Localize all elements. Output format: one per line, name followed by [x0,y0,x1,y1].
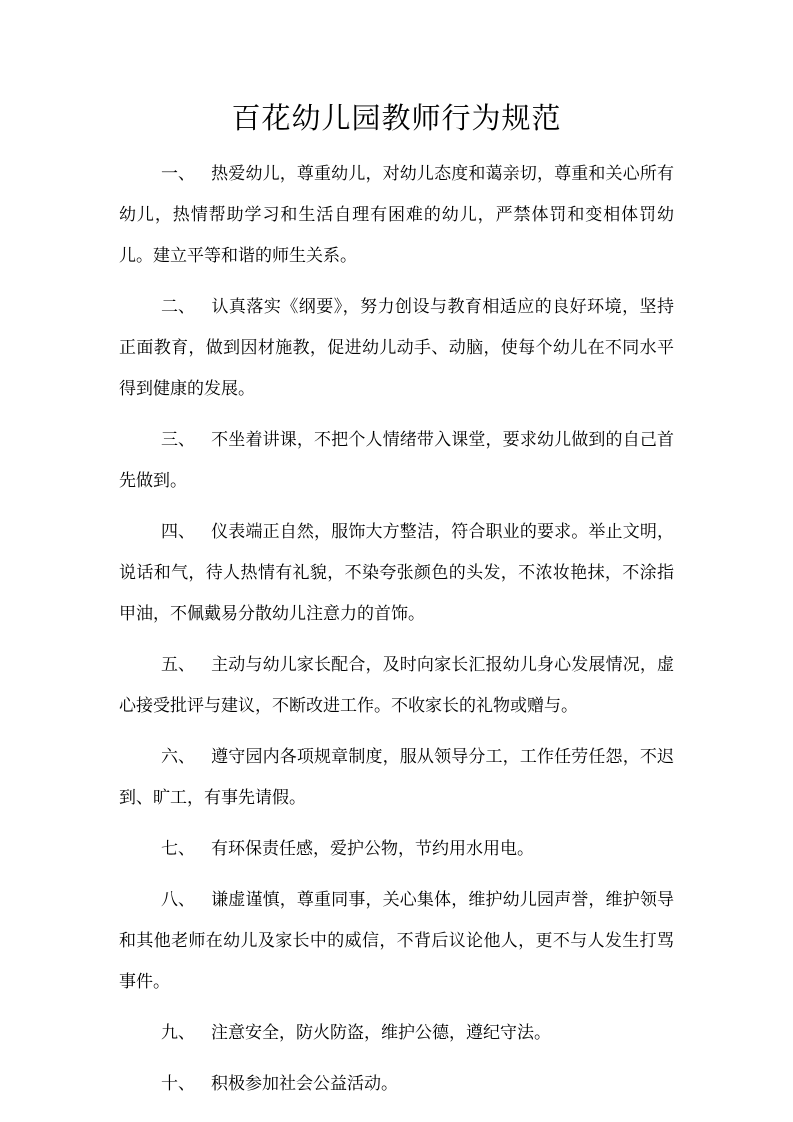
rule-text: 热爱幼儿，尊重幼儿，对幼儿态度和蔼亲切，尊重和关心所有幼儿，热情帮助学习和生活自理有困难的幼儿，严禁体罚和变相体罚幼儿。建立平等和谐的师生关系。 [119,164,674,266]
rule-item [119,1064,674,1105]
rule-number: 六、 [161,747,195,767]
rule-item [119,829,674,870]
rules-list [119,154,674,1105]
rule-text: 认真落实《纲要》，努力创设与教育相适应的良好环境，坚持正面教育，做到因材施教，促进幼儿动手、动脑，使每个幼儿在不同水平得到健康的发展。 [119,297,674,399]
rule-item [119,420,674,502]
rule-item [119,737,674,819]
rule-number: 八、 [161,890,195,910]
rule-text: 注意安全，防火防盗，维护公德，遵纪守法。 [211,1023,551,1043]
rule-text: 仪表端正自然，服饰大方整洁，符合职业的要求。举止文明，说话和气，待人热情有礼貌，不染夸张颜色的头发，不浓妆艳抹，不涂指甲油，不佩戴易分散幼儿注意力的首饰。 [119,522,674,624]
rule-item [119,880,674,1003]
rule-item [119,1013,674,1054]
rule-number: 二、 [161,297,195,317]
rule-text: 有环保责任感，爱护公物，节约用水用电。 [211,839,534,859]
rule-text: 积极参加社会公益活动。 [211,1074,398,1094]
rule-text: 不坐着讲课，不把个人情绪带入课堂，要求幼儿做到的自己首先做到。 [119,430,674,491]
document-title: 百花幼儿园教师行为规范 [231,101,562,135]
rule-number: 十、 [161,1074,195,1094]
rule-number: 一、 [161,164,195,184]
rule-item [119,512,674,635]
rule-number: 九、 [161,1023,195,1043]
rule-text: 谦虚谨慎，尊重同事，关心集体，维护幼儿园声誉，维护领导和其他老师在幼儿及家长中的威信，不背后议论他人，更不与人发生打骂事件。 [119,890,674,992]
rule-number: 七、 [161,839,195,859]
rule-number: 五、 [161,655,195,675]
rule-item [119,287,674,410]
rule-text: 遵守园内各项规章制度，服从领导分工，工作任劳任怨，不迟到、旷工，有事先请假。 [119,747,674,808]
rule-item [119,645,674,727]
rule-item [119,154,674,277]
rule-number: 四、 [161,522,195,542]
rule-number: 三、 [161,430,195,450]
rule-text: 主动与幼儿家长配合，及时向家长汇报幼儿身心发展情况，虚心接受批评与建议，不断改进工作。不收家长的礼物或赠与。 [119,655,674,716]
